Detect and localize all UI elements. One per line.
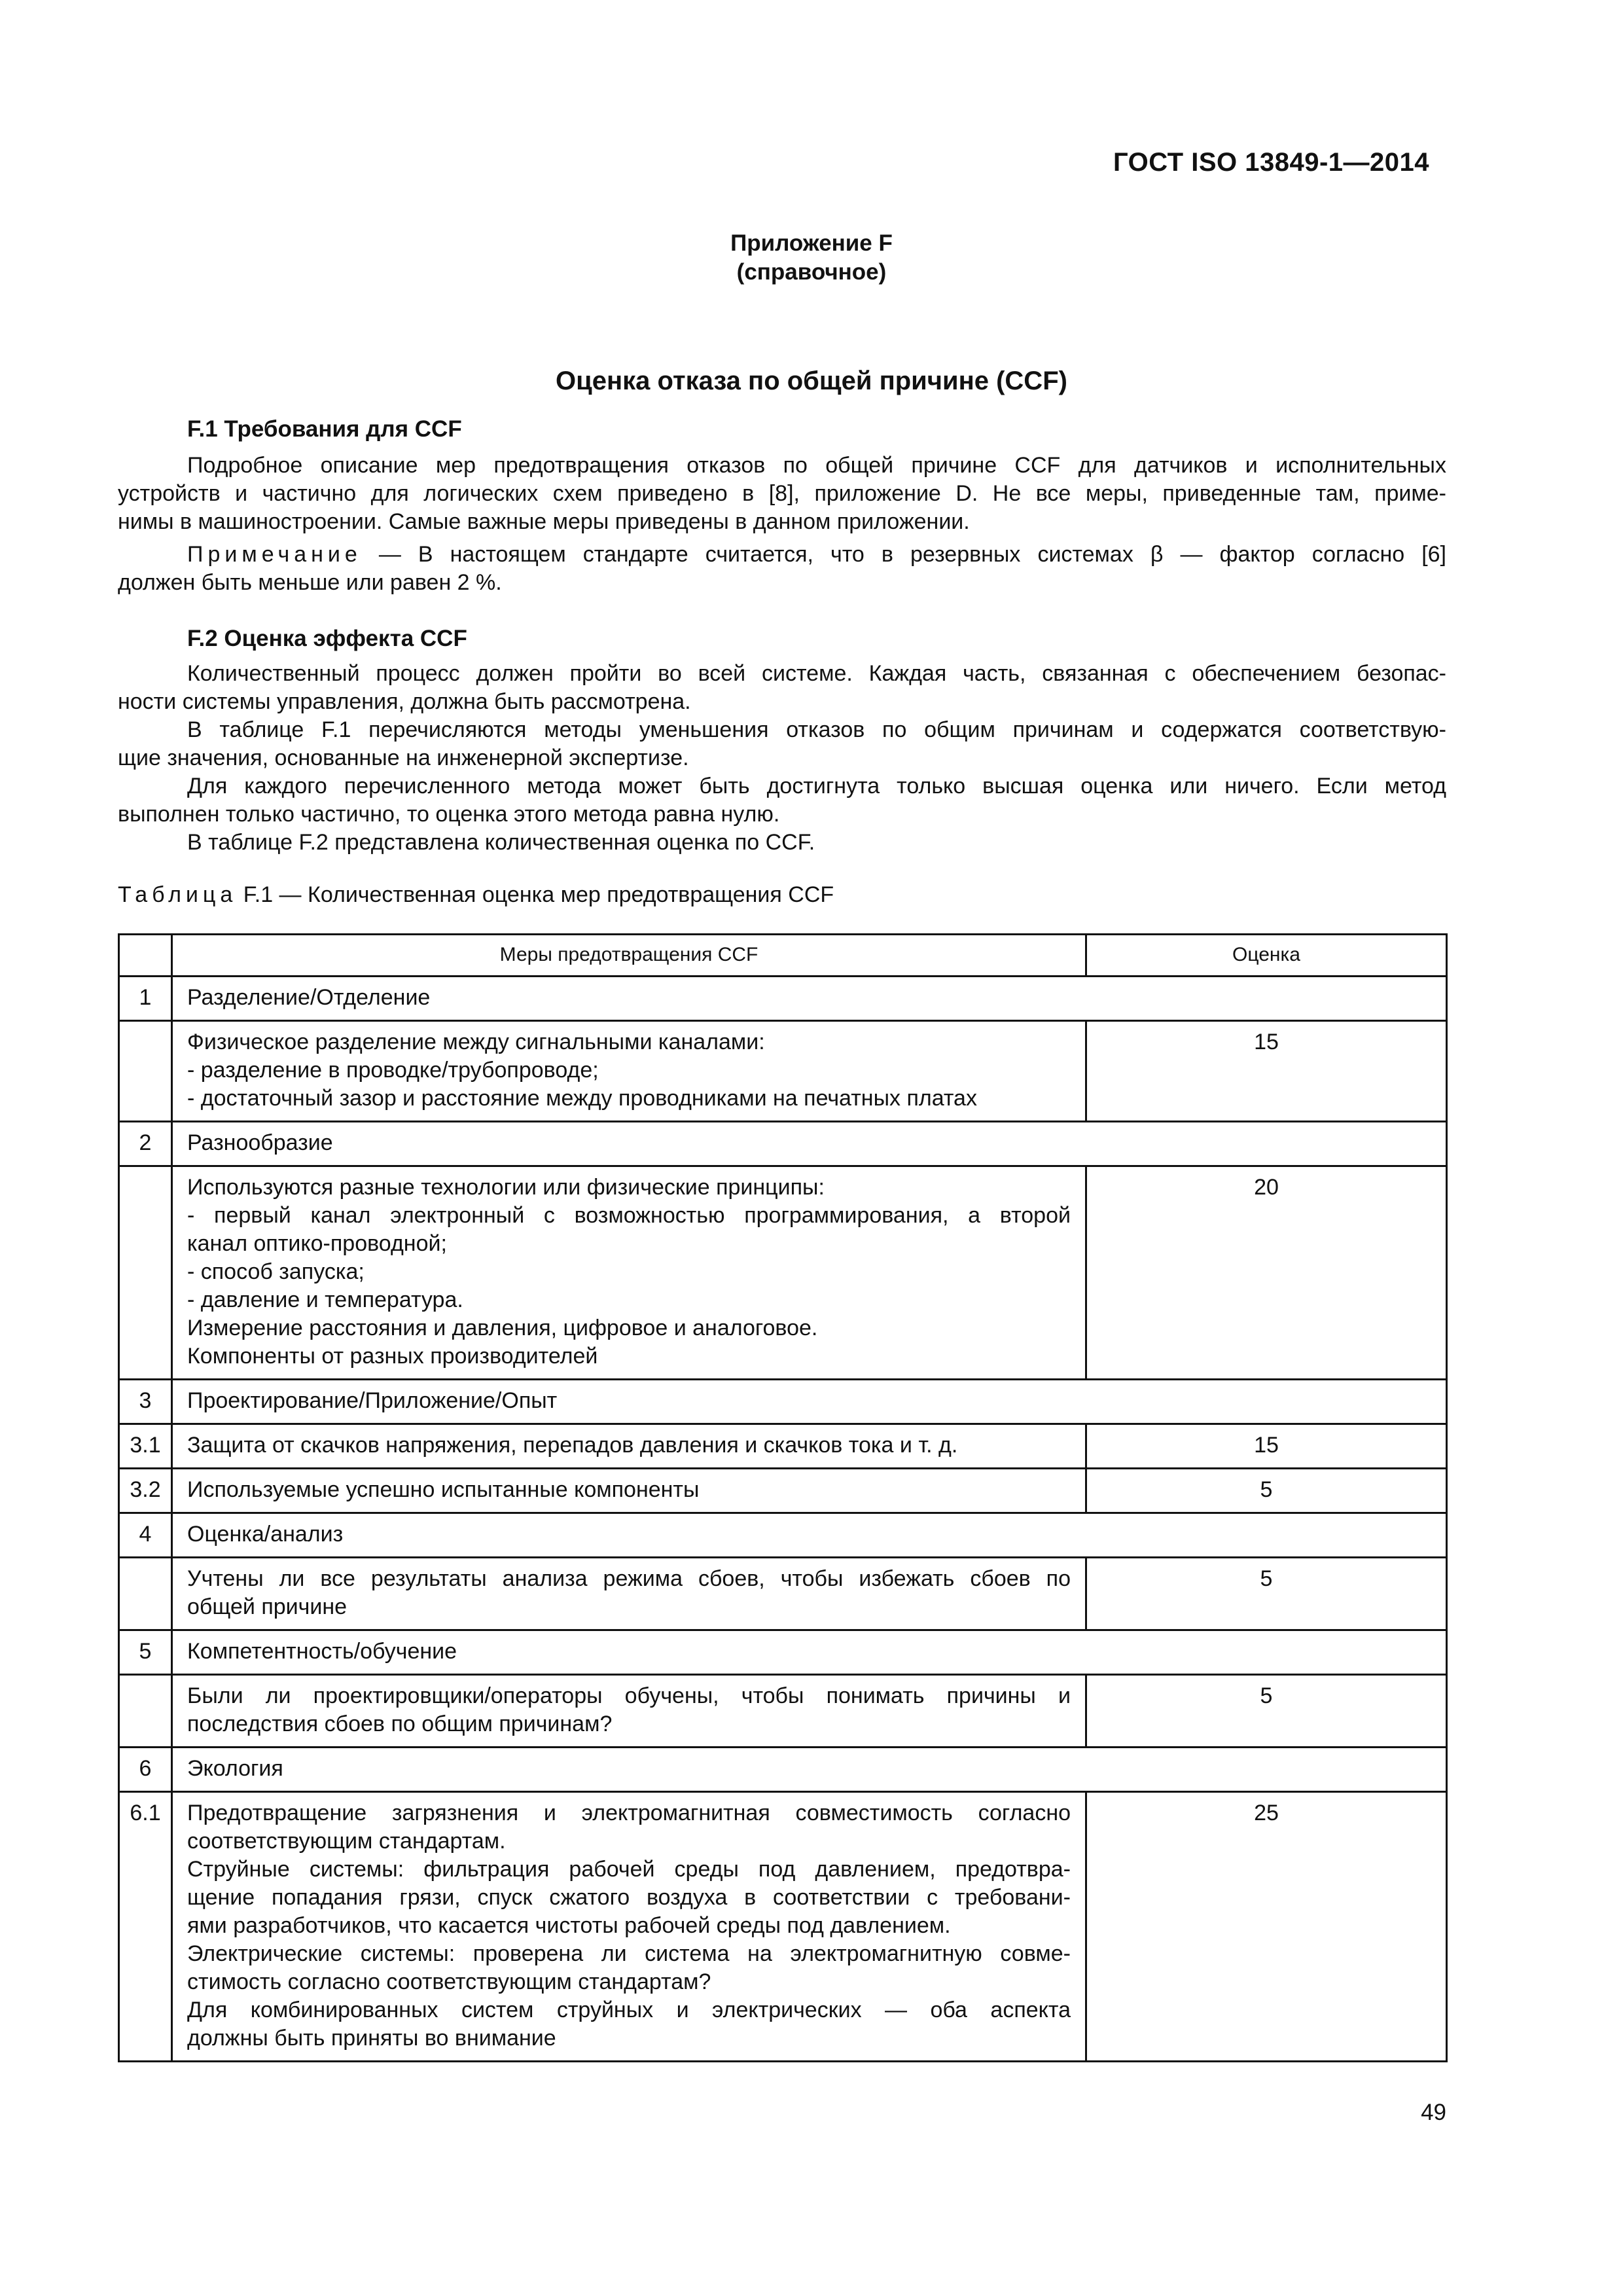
table-row	[119, 1675, 1447, 1748]
row-number: 2	[119, 1122, 172, 1166]
row-number: 6.1	[119, 1792, 172, 2062]
measure-line: Компоненты от разных производителей	[187, 1344, 598, 1369]
text-line: В таблице F.2 представлена количественная оценка по CCF.	[187, 830, 815, 855]
row-category: Разделение/Отделение	[172, 977, 1447, 1021]
measure-line: стимость согласно соответствующим стандартам?	[187, 1969, 711, 1994]
table-header-cell-num	[119, 935, 172, 977]
row-number: 1	[119, 977, 172, 1021]
measure-line: - разделение в проводке/трубопроводе;	[187, 1058, 599, 1083]
table-row	[119, 1558, 1447, 1630]
measure-line: Электрические системы: проверена ли система на электромагнитную совме-	[187, 1941, 1071, 1966]
table-caption-label: Таблица	[118, 882, 238, 907]
section-f1-text	[118, 452, 1446, 536]
measure-line: - способ запуска;	[187, 1259, 365, 1284]
section-f2-text	[118, 660, 1446, 857]
table-row	[119, 1122, 1447, 1166]
table-row	[119, 1469, 1447, 1513]
measure-line: щение попадания грязи, спуск сжатого воздуха в соответствии с требовани-	[187, 1885, 1071, 1910]
row-measure	[172, 1558, 1086, 1630]
text-line: щие значения, основанные на инженерной экспертизе.	[118, 745, 689, 770]
table-header-row	[119, 935, 1447, 977]
note-label: Примечание	[187, 542, 362, 567]
table-row	[119, 1424, 1447, 1469]
row-category: Экология	[172, 1748, 1447, 1792]
table-caption-text: F.1 — Количественная оценка мер предотвращения CCF	[237, 882, 834, 907]
note-line	[118, 541, 1446, 569]
text-line: Количественный процесс должен пройти во всей системе. Каждая часть, связанная с обеспечением безопас-	[187, 661, 1446, 686]
measure-line: последствия сбоев по общим причинам?	[187, 1712, 613, 1736]
row-score: 5	[1086, 1558, 1447, 1630]
row-number	[119, 1166, 172, 1380]
row-number: 4	[119, 1513, 172, 1558]
measure-line: Струйные системы: фильтрация рабочей среды под давлением, предотвра-	[187, 1857, 1071, 1882]
table-header-cell-score: Оценка	[1086, 935, 1447, 977]
row-score: 5	[1086, 1675, 1447, 1748]
measure-line: Для комбинированных систем струйных и электрических — оба аспекта	[187, 1998, 1071, 2022]
row-measure	[172, 1166, 1086, 1380]
row-score: 15	[1086, 1424, 1447, 1469]
text-line: нимы в машиностроении. Самые важные меры приведены в данном приложении.	[118, 509, 970, 534]
row-number: 3.1	[119, 1424, 172, 1469]
page-title: Оценка отказа по общей причине (CCF)	[556, 367, 1067, 395]
row-number: 6	[119, 1748, 172, 1792]
table-row	[119, 1630, 1447, 1675]
measure-line: - достаточный зазор и расстояние между проводниками на печатных платах	[187, 1086, 977, 1111]
row-score: 15	[1086, 1021, 1447, 1122]
row-number: 5	[119, 1630, 172, 1675]
row-measure: Используемые успешно испытанные компоненты	[172, 1469, 1086, 1513]
row-measure	[172, 1675, 1086, 1748]
table-header-cell-measures: Меры предотвращения CCF	[172, 935, 1086, 977]
table-row	[119, 1021, 1447, 1122]
row-number	[119, 1675, 172, 1748]
note-text	[118, 541, 1446, 597]
measure-line: соответствующим стандартам.	[187, 1829, 506, 1854]
note-line: должен быть меньше или равен 2 %.	[118, 570, 502, 595]
table-row	[119, 1748, 1447, 1792]
text-line: устройств и частично для логических схем приведено в [8], приложение D. Не все меры, приведенные там, приме-	[118, 481, 1446, 506]
table-row	[119, 1792, 1447, 2062]
annex-heading	[0, 229, 1623, 287]
standard-header: ГОСТ ISO 13849-1—2014	[1113, 148, 1429, 177]
text-line: Для каждого перечисленного метода может быть достигнута только высшая оценка или ничего. Если метод	[187, 774, 1446, 798]
measure-line: Используются разные технологии или физические принципы:	[187, 1175, 825, 1200]
text-line: В таблице F.1 перечисляются методы уменьшения отказов по общим причинам и содержатся соответствую-	[187, 717, 1446, 742]
text-line: выполнен только частично, то оценка этого метода равна нулю.	[118, 802, 780, 827]
section-heading-f2: F.2 Оценка эффекта CCF	[187, 626, 467, 651]
row-category: Проектирование/Приложение/Опыт	[172, 1380, 1447, 1424]
note-body: — В настоящем стандарте считается, что в резервных системах β — фактор согласно [6]	[361, 542, 1446, 567]
measure-line: канал оптико-проводной;	[187, 1231, 447, 1256]
table-row	[119, 1513, 1447, 1558]
measure-line: ями разработчиков, что касается чистоты рабочей среды под давлением.	[187, 1913, 951, 1938]
row-score: 5	[1086, 1469, 1447, 1513]
row-category: Компетентность/обучение	[172, 1630, 1447, 1675]
measure-line: Измерение расстояния и давления, цифровое и аналоговое.	[187, 1316, 818, 1340]
row-score: 20	[1086, 1166, 1447, 1380]
row-number	[119, 1021, 172, 1122]
row-measure: Защита от скачков напряжения, перепадов давления и скачков тока и т. д.	[172, 1424, 1086, 1469]
measure-line: - давление и температура.	[187, 1287, 463, 1312]
text-line: Подробное описание мер предотвращения отказов по общей причине CCF для датчиков и исполнительных	[187, 453, 1446, 478]
row-score: 25	[1086, 1792, 1447, 2062]
page-number: 49	[1421, 2100, 1446, 2125]
table-row	[119, 977, 1447, 1021]
row-measure	[172, 1021, 1086, 1122]
annex-title: Приложение F	[730, 230, 893, 256]
measure-line: должны быть приняты во внимание	[187, 2026, 556, 2051]
measure-line: Физическое разделение между сигнальными каналами:	[187, 1030, 765, 1054]
measure-line: Были ли проектировщики/операторы обучены, чтобы понимать причины и	[187, 1683, 1071, 1708]
row-number	[119, 1558, 172, 1630]
row-number: 3	[119, 1380, 172, 1424]
measure-line: - первый канал электронный с возможностью программирования, а второй	[187, 1203, 1071, 1228]
measure-line: общей причине	[187, 1594, 348, 1619]
table-caption	[118, 882, 834, 908]
text-line: ности системы управления, должна быть рассмотрена.	[118, 689, 691, 714]
measure-line: Учтены ли все результаты анализа режима сбоев, чтобы избежать сбоев по	[187, 1566, 1071, 1591]
annex-type: (справочное)	[736, 259, 887, 285]
row-number: 3.2	[119, 1469, 172, 1513]
table-row	[119, 1380, 1447, 1424]
section-heading-f1: F.1 Требования для CCF	[187, 416, 462, 442]
row-category: Оценка/анализ	[172, 1513, 1447, 1558]
table-row	[119, 1166, 1447, 1380]
row-measure	[172, 1792, 1086, 2062]
ccf-measures-table	[118, 933, 1448, 2062]
row-category: Разнообразие	[172, 1122, 1447, 1166]
measure-line: Предотвращение загрязнения и электромагнитная совместимость согласно	[187, 1801, 1071, 1825]
